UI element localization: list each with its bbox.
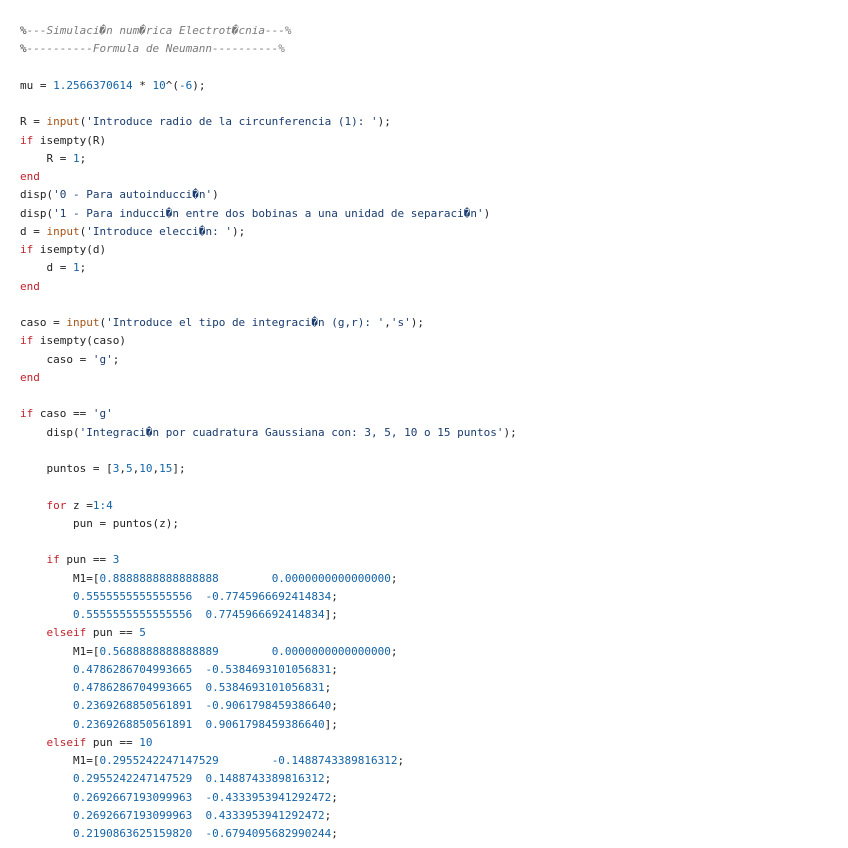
code-line	[20, 460, 517, 478]
string-literal: 'g'	[92, 352, 113, 366]
code-line	[20, 515, 517, 533]
string-literal: 'Introduce el tipo de integraci�n (g,r): '	[106, 316, 385, 329]
string-literal: 'Integraci�n por cuadratura Gaussiana con: 3, 5, 10 o 15 puntos'	[79, 425, 504, 439]
code-text: mu =	[20, 78, 54, 92]
code-text	[192, 772, 205, 785]
code-text	[219, 645, 272, 658]
code-text	[192, 681, 205, 694]
code-line	[20, 588, 517, 606]
code-text: );	[410, 316, 425, 329]
code-text: R =	[20, 115, 47, 129]
keyword-token: end	[20, 279, 40, 293]
code-text: ];	[172, 462, 186, 475]
code-text: )	[212, 188, 219, 202]
code-line	[20, 661, 517, 679]
number-literal: -0.5384693101056831	[205, 662, 332, 676]
code-text	[20, 699, 73, 712]
code-line	[20, 533, 517, 551]
code-text: ];	[324, 717, 338, 731]
builtin-function: input	[46, 224, 80, 238]
number-literal: 3	[112, 553, 120, 567]
code-line	[20, 241, 517, 259]
code-text: ;	[331, 589, 338, 603]
code-line	[20, 770, 517, 788]
code-text: ;	[324, 808, 332, 822]
code-text: ,	[384, 316, 391, 329]
code-text	[20, 681, 73, 694]
number-literal: 0.2955242247147529	[99, 754, 219, 767]
keyword-token: end	[20, 170, 40, 183]
number-literal: 0.4786286704993665	[72, 662, 193, 676]
code-line	[20, 186, 517, 204]
code-text: ,	[152, 462, 160, 475]
code-text: )	[483, 206, 491, 220]
code-text	[20, 736, 47, 749]
string-literal: 's'	[390, 316, 411, 329]
code-text: );	[231, 224, 246, 238]
code-text: *	[132, 78, 153, 92]
number-literal: 10	[139, 735, 153, 749]
code-line	[20, 113, 517, 131]
string-literal: 'g'	[92, 407, 113, 421]
code-text: M1=[	[20, 754, 100, 767]
keyword-token: if	[20, 133, 34, 147]
number-literal: 3	[112, 462, 120, 475]
code-text	[20, 791, 73, 804]
code-text: ;	[397, 754, 405, 767]
code-line	[20, 679, 517, 697]
code-text	[20, 718, 73, 731]
code-text	[20, 827, 73, 840]
code-line	[20, 624, 517, 642]
code-text: ;	[331, 662, 338, 676]
code-text	[192, 827, 205, 840]
code-text	[192, 608, 205, 621]
code-text	[20, 772, 73, 785]
number-literal: 0.0000000000000000	[271, 644, 391, 658]
code-text: ,	[132, 462, 140, 475]
code-line	[20, 259, 517, 277]
code-text: ;	[79, 261, 87, 275]
code-line	[20, 77, 517, 95]
string-literal: 'Introduce radio de la circunferencia (1): '	[86, 115, 378, 129]
code-line	[20, 59, 517, 77]
code-text: pun ==	[59, 553, 113, 567]
code-text: ;	[331, 699, 338, 713]
code-line	[20, 734, 517, 752]
number-literal: 0.5688888888888889	[99, 644, 219, 658]
keyword-token: if	[20, 243, 34, 256]
number-literal: 0.2692667193099963	[72, 808, 193, 822]
code-line	[20, 697, 517, 715]
code-text: (	[79, 115, 87, 129]
code-line	[20, 570, 517, 588]
number-literal: 0.5384693101056831	[205, 681, 325, 694]
code-line	[20, 205, 517, 223]
code-line	[20, 716, 517, 734]
number-literal: -6	[178, 78, 193, 92]
code-line	[20, 807, 517, 825]
code-text: ;	[324, 681, 332, 694]
number-literal: 1:4	[92, 498, 113, 512]
code-text	[192, 590, 205, 603]
keyword-token: if	[20, 334, 34, 348]
code-line	[20, 332, 517, 350]
number-literal: 10	[152, 78, 166, 92]
number-literal: 0.5555555555555556	[72, 589, 193, 603]
number-literal: 0.5555555555555556	[72, 608, 193, 621]
code-line	[20, 752, 517, 770]
number-literal: 10	[139, 462, 153, 475]
number-literal: 1	[72, 151, 80, 165]
code-line	[20, 825, 517, 843]
code-text	[20, 626, 47, 639]
number-literal: 0.2369268850561891	[72, 717, 193, 731]
number-literal: 0.0000000000000000	[271, 571, 391, 585]
code-text: );	[377, 115, 391, 129]
code-line	[20, 40, 517, 58]
code-text: z =	[66, 498, 93, 512]
number-literal: -0.1488743389816312	[271, 754, 398, 767]
code-line	[20, 369, 517, 387]
code-text: ;	[331, 827, 338, 840]
number-literal: 5	[139, 626, 146, 640]
code-text: );	[503, 425, 517, 439]
code-text	[219, 754, 272, 767]
code-text: disp(	[20, 206, 54, 220]
code-line	[20, 551, 517, 569]
code-text: pun = puntos(z);	[20, 516, 179, 530]
code-text: disp(	[20, 425, 80, 439]
code-text	[192, 699, 205, 712]
number-literal: 0.7745966692414834	[205, 608, 325, 621]
code-text: d =	[20, 261, 73, 275]
comment-marker: %	[20, 24, 27, 37]
code-text: ;	[390, 571, 398, 585]
code-text	[20, 608, 73, 621]
code-text: ;	[390, 644, 398, 658]
builtin-function: input	[46, 115, 80, 129]
string-literal: '0 - Para autoinducci�n'	[53, 188, 213, 202]
keyword-token: elseif	[46, 626, 87, 640]
code-text	[20, 590, 73, 603]
code-text	[192, 809, 205, 822]
code-text	[20, 499, 47, 512]
code-text	[219, 572, 272, 585]
number-literal: 1.2566370614	[53, 78, 133, 92]
number-literal: 0.2369268850561891	[72, 699, 193, 713]
code-text	[192, 718, 205, 731]
keyword-token: if	[20, 407, 34, 421]
code-text: d =	[20, 224, 47, 238]
code-text: ;	[331, 790, 338, 804]
code-line	[20, 442, 517, 460]
number-literal: 15	[159, 462, 173, 475]
keyword-token: elseif	[46, 735, 87, 749]
keyword-token: end	[20, 370, 40, 384]
code-line	[20, 95, 517, 113]
builtin-function: input	[66, 316, 100, 329]
code-text: disp(	[20, 188, 54, 202]
code-text: M1=[	[20, 644, 100, 658]
code-text: ;	[112, 352, 120, 366]
number-literal: 0.2190863625159820	[72, 827, 193, 840]
keyword-token: if	[46, 553, 60, 567]
code-text	[20, 809, 73, 822]
code-text: (	[79, 224, 87, 238]
code-text: puntos = [	[20, 462, 113, 475]
code-line	[20, 478, 517, 496]
code-text: pun ==	[86, 626, 140, 640]
code-line	[20, 314, 517, 332]
code-text: ,	[119, 462, 126, 475]
number-literal: 5	[125, 462, 133, 475]
code-text: M1=[	[20, 571, 100, 585]
code-text: R =	[20, 151, 73, 165]
code-text: ;	[324, 772, 332, 786]
string-literal: 'Introduce elecci�n: '	[86, 224, 232, 238]
code-line	[20, 150, 517, 168]
code-line	[20, 424, 517, 442]
code-text: caso =	[20, 352, 93, 366]
number-literal: 0.2955242247147529	[72, 772, 193, 786]
number-literal: -0.7745966692414834	[205, 589, 332, 603]
comment-text: ----------Formula de Neumann----------%	[26, 42, 285, 56]
code-line	[20, 132, 517, 150]
code-line	[20, 405, 517, 423]
number-literal: 0.4786286704993665	[72, 681, 193, 694]
number-literal: 0.1488743389816312	[205, 772, 325, 786]
number-literal: 0.8888888888888888	[99, 571, 219, 585]
number-literal: 0.4333953941292472	[205, 808, 325, 822]
number-literal: 0.9061798459386640	[205, 717, 325, 731]
code-line	[20, 168, 517, 186]
string-literal: '1 - Para inducci�n entre dos bobinas a una unidad de separaci�n'	[53, 206, 484, 220]
comment-text: ---Simulaci�n num�rica Electrot�cnia---%	[26, 24, 292, 37]
code-line	[20, 278, 517, 296]
code-text: pun ==	[86, 735, 140, 749]
code-text	[20, 663, 73, 676]
code-line	[20, 789, 517, 807]
code-block	[20, 22, 517, 843]
number-literal: -0.9061798459386640	[205, 699, 332, 713]
code-line	[20, 351, 517, 369]
code-text: );	[192, 78, 206, 92]
code-line	[20, 606, 517, 624]
code-text: ;	[79, 151, 87, 165]
number-literal: -0.4333953941292472	[205, 790, 332, 804]
number-literal: 0.2692667193099963	[72, 790, 193, 804]
code-text: ^(	[165, 78, 179, 92]
code-text: caso ==	[33, 407, 93, 421]
keyword-token: for	[46, 498, 67, 512]
code-text: isempty(R)	[33, 133, 107, 147]
code-line	[20, 387, 517, 405]
code-text: (	[99, 316, 107, 329]
code-line	[20, 643, 517, 661]
number-literal: 1	[72, 261, 80, 275]
number-literal: -0.6794095682990244	[205, 827, 332, 840]
code-line	[20, 22, 517, 40]
code-line	[20, 296, 517, 314]
comment-marker: %	[20, 42, 27, 56]
code-text	[20, 553, 47, 566]
code-text: ];	[324, 608, 338, 621]
code-line	[20, 223, 517, 241]
code-text: isempty(caso)	[33, 334, 126, 348]
code-line	[20, 497, 517, 515]
code-text	[192, 663, 205, 676]
code-text	[192, 791, 205, 804]
code-text: caso =	[20, 316, 67, 329]
code-text: isempty(d)	[33, 243, 107, 256]
